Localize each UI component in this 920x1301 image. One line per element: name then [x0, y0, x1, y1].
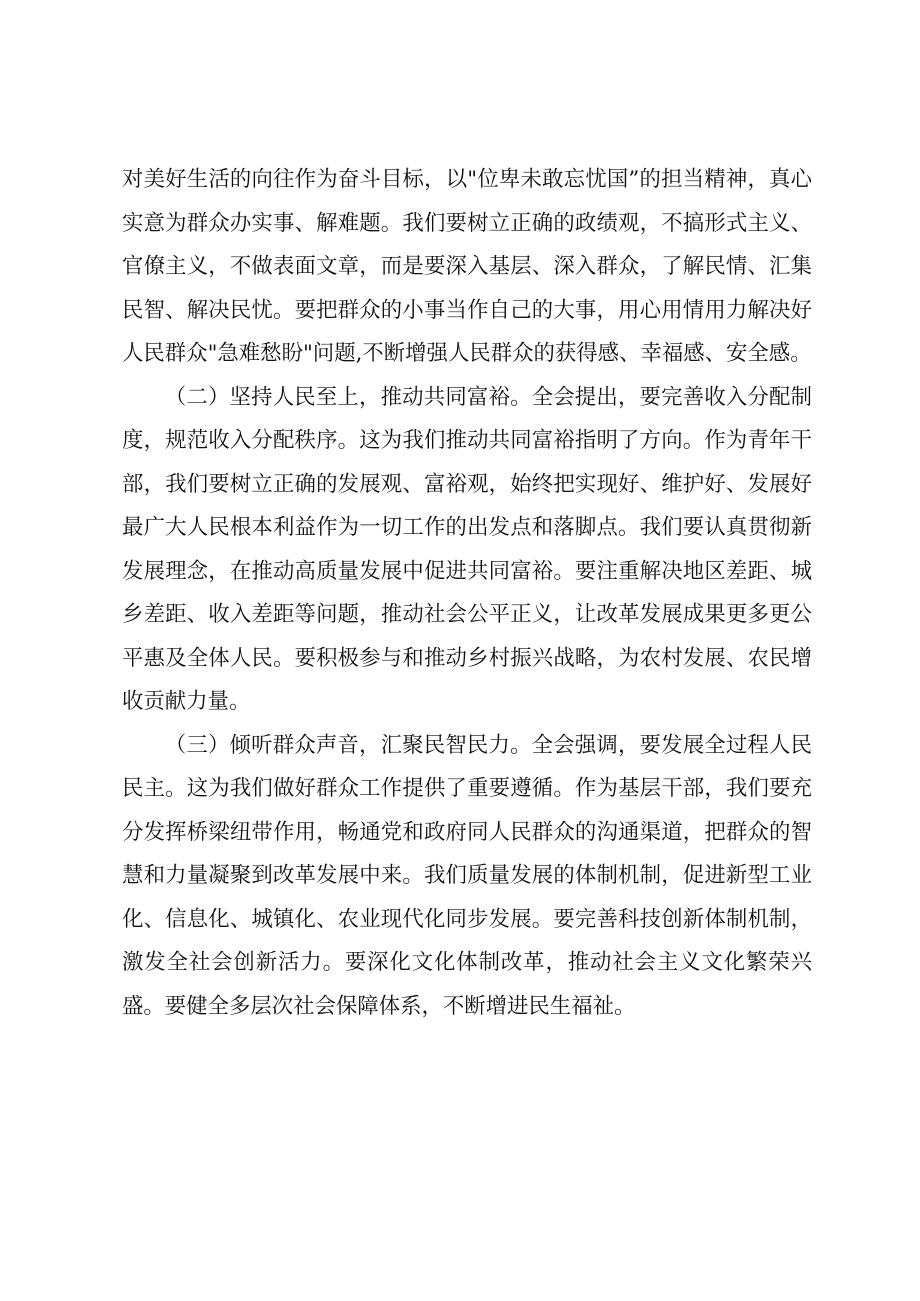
- paragraph-section-3: （三）倾听群众声音，汇聚民智民力。全会强调，要发展全过程人民民主。这为我们做好群众工作提供了重要遵循。作为基层干部，我们要充分发挥桥梁纽带作用，畅通党和政府同人民群众的沟通渠道，把群众的智慧和力量凝聚到改革发展中来。我们质量发展的体制机制，促进新型工业化、信息化、城镇化、农业现代化同步发展。要完善科技创新体制机制，激发全社会创新活力。要深化文化体制改革，推动社会主义文化繁荣兴盛。要健全多层次社会保障体系，不断增进民生福祉。: [122, 732, 812, 1019]
- paragraph-continuation: 对美好生活的向往作为奋斗目标，以"位卑未敢忘忧国”的担当精神，真心实意为群众办实事、解难题。我们要树立正确的政绩观，不搞形式主义、官僚主义，不做表面文章，而是要深入基层、深入群众，了解民情、汇集民智、解决民忧。要把群众的小事当作自己的大事，用心用情用力解决好人民群众"急难愁盼"问题,不断增强人民群众的获得感、幸福感、安全感。: [122, 167, 812, 366]
- paragraph-section-2: （二）坚持人民至上，推动共同富裕。全会提出，要完善收入分配制度，规范收入分配秩序。这为我们推动共同富裕指明了方向。作为青年干部，我们要树立正确的发展观、富裕观，始终把实现好、维护好、发展好最广大人民根本利益作为一切工作的出发点和落脚点。我们要认真贯彻新发展理念，在推动高质量发展中促进共同富裕。要注重解决地区差距、城乡差距、收入差距等问题，推动社会公平正义，让改革发展成果更多更公平惠及全体人民。要积极参与和推动乡村振兴战略，为农村发展、农民增收贡献力量。: [122, 384, 812, 714]
- document-body: [122, 158, 812, 1028]
